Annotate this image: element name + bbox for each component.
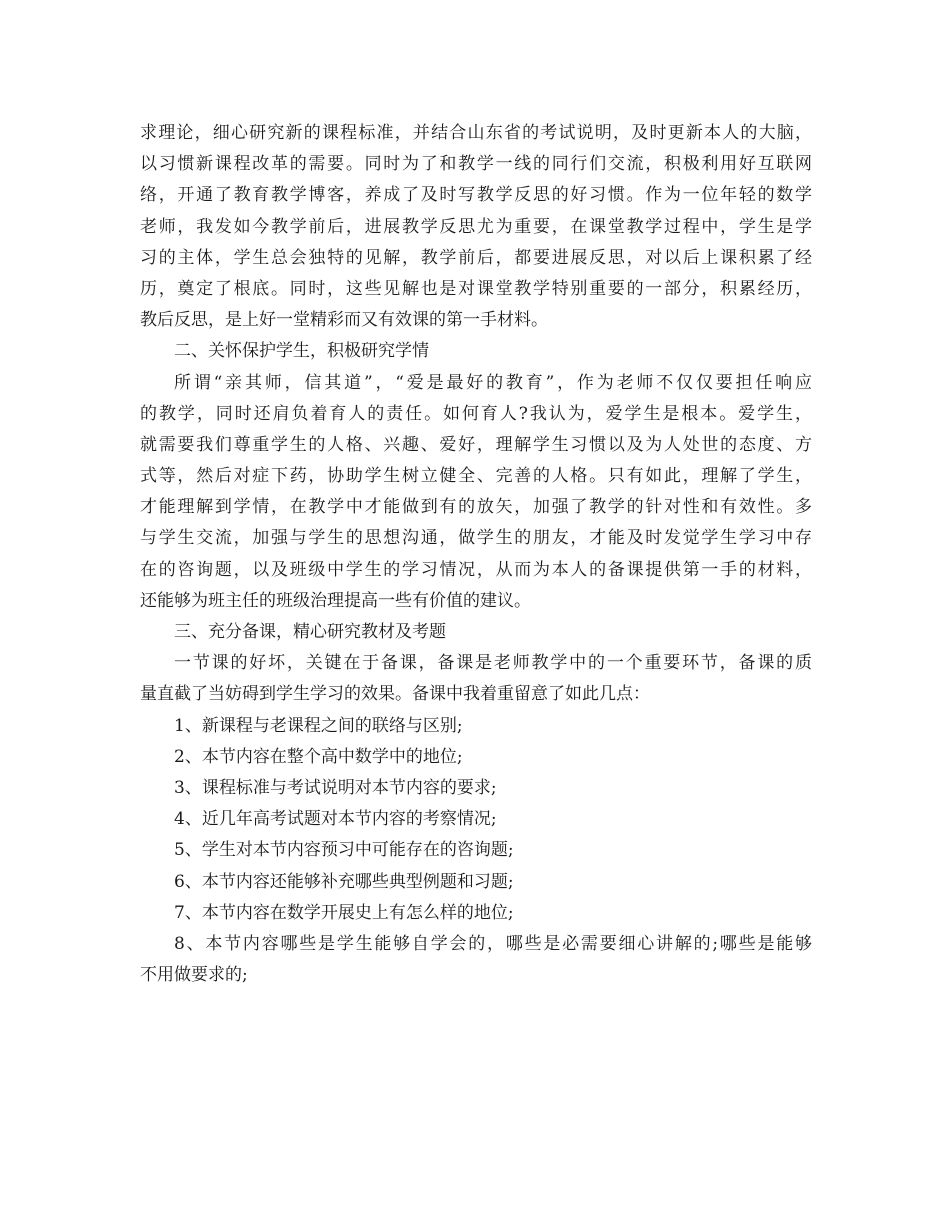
list-item: 6、本节内容还能够补充哪些典型例题和习题; [174, 871, 514, 892]
text-line: 量直截了当妨碍到学生学习的效果。备课中我着重留意了如此几点： [140, 684, 650, 705]
text-line: 教后反思，是上好一堂精彩而又有效课的第一手材料。 [140, 310, 548, 331]
text-line: 习的主体，学生总会独特的见解，教学前后，都要进展反思，对以后上课积累了经 [140, 247, 812, 268]
list-item: 8、本节内容哪些是学生能够自学会的，哪些是必需要细心讲解的;哪些是能够 [174, 933, 812, 954]
text-line: 老师，我发如今教学前后，进展教学反思尤为重要，在课堂教学过程中，学生是学 [140, 216, 812, 237]
list-item: 3、课程标准与考试说明对本节内容的要求; [174, 777, 497, 798]
section-heading: 二、关怀保护学生，积极研究学情 [174, 341, 429, 362]
text-line: 还能够为班主任的班级治理提高一些有价值的建议。 [140, 590, 531, 611]
text-line: 与学生交流，加强与学生的思想沟通，做学生的朋友，才能及时发觉学生学习中存 [140, 528, 812, 549]
text-line: 的教学，同时还肩负着育人的责任。如何育人?我认为，爱学生是根本。爱学生， [140, 403, 812, 424]
text-line: 一节课的好坏，关键在于备课，备课是老师教学中的一个重要环节，备课的质 [174, 653, 812, 674]
text-line: 式等，然后对症下药，协助学生树立健全、完善的人格。只有如此，理解了学生， [140, 466, 812, 487]
list-item: 7、本节内容在数学开展史上有怎么样的地位; [174, 902, 514, 923]
text-line: 所谓“亲其师，信其道”，“爱是最好的教育”，作为老师不仅仅要担任响应 [174, 372, 812, 393]
list-item: 1、新课程与老课程之间的联络与区别; [174, 715, 463, 736]
list-item: 5、学生对本节内容预习中可能存在的咨询题; [174, 840, 514, 861]
text-line: 才能理解到学情，在教学中才能做到有的放矢，加强了教学的针对性和有效性。多 [140, 497, 812, 518]
document-page [140, 118, 812, 991]
list-item: 4、近几年高考试题对本节内容的考察情况; [174, 809, 497, 830]
text-line: 以习惯新课程改革的需要。同时为了和教学一线的同行们交流，积极利用好互联网 [140, 154, 812, 175]
text-line: 历，奠定了根底。同时，这些见解也是对课堂教学特别重要的一部分，积累经历， [140, 278, 812, 299]
text-line: 络，开通了教育教学博客，养成了及时写教学反思的好习惯。作为一位年轻的数学 [140, 185, 812, 206]
text-line: 在的咨询题，以及班级中学生的学习情况，从而为本人的备课提供第一手的材料， [140, 559, 812, 580]
text-line: 求理论，细心研究新的课程标准，并结合山东省的考试说明，及时更新本人的大脑， [140, 123, 812, 143]
list-item: 2、本节内容在整个高中数学中的地位; [174, 746, 463, 767]
text-line: 就需要我们尊重学生的人格、兴趣、爱好，理解学生习惯以及为人处世的态度、方 [140, 434, 812, 455]
section-heading: 三、充分备课，精心研究教材及考题 [174, 622, 446, 642]
list-item-continuation: 不用做要求的; [140, 965, 248, 986]
